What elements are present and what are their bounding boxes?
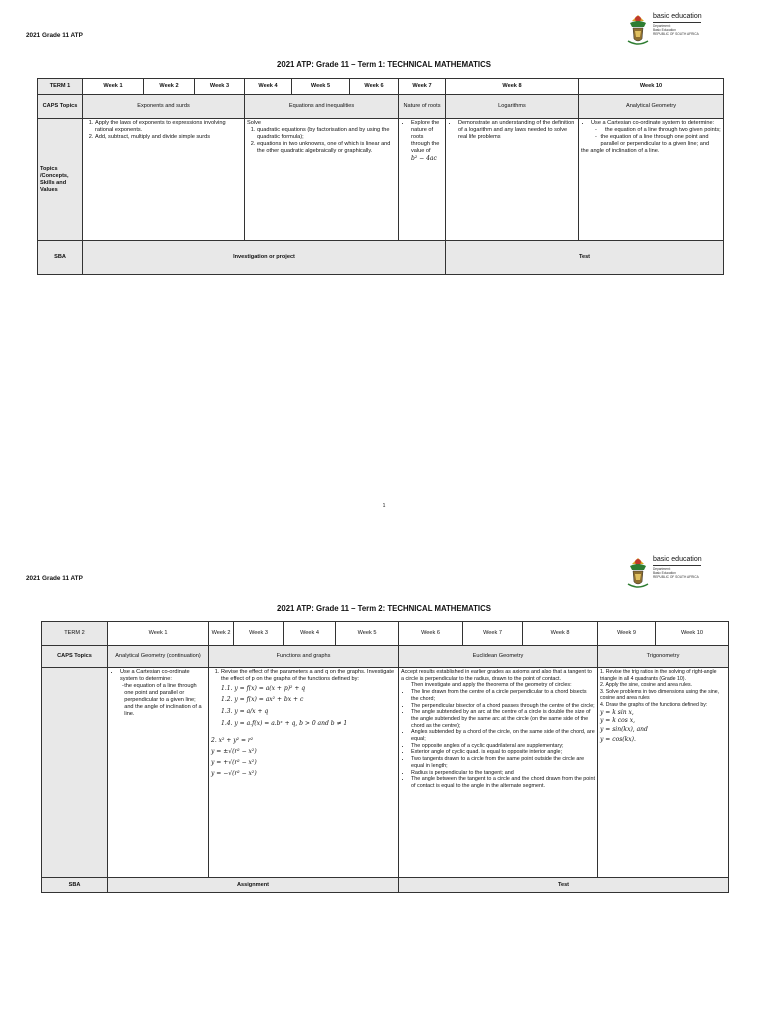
caps-label: CAPS Topics — [42, 646, 108, 668]
week-header: Week 6 — [350, 79, 399, 95]
logo — [626, 13, 716, 49]
week-header: Week 10 — [579, 79, 724, 95]
sba-label: SBA — [42, 878, 108, 893]
formula: y = cos(kx). — [600, 735, 636, 743]
geo-tail: the angle of inclination of a line. — [581, 148, 660, 154]
header-label: 2021 Grade 11 ATP — [26, 32, 83, 39]
list-item: 2. equations in two unknowns, one of which is linear and the other quadratic algebraically or graphically. — [257, 141, 396, 155]
formula: y = ±√(r² − x²) — [211, 748, 257, 755]
list-item: • Use a Cartesian co-ordinate system to determine: — [120, 669, 206, 683]
sba-label: SBA — [38, 241, 83, 275]
list-item: 1. Revise the effect of the parameters a and q on the graphs. Investigate the effect of p on the graphs of the functions defined by: — [221, 669, 396, 683]
list-item: • Two tangents drawn to a circle from the same point outside the circle are equal in length; — [411, 756, 595, 769]
circle-formulas — [211, 735, 396, 779]
logo — [626, 556, 716, 592]
week-header: Week 3 — [234, 622, 284, 646]
formula: y = +√(r² − x²) — [211, 759, 257, 766]
logo-name: basic education — [653, 556, 702, 563]
geo-sublist: - the equation of a line through one point and parallel or perpendicular to a given line; and the angle of inclination of a line. — [122, 683, 202, 717]
logo-name: basic education — [653, 13, 702, 20]
term1-table — [37, 78, 724, 275]
list-item: • The line drawn from the centre of a circle perpendicular to a chord bisects the chord; — [411, 689, 595, 702]
formula: 1.2. y = f(x) = ax² + bx + c — [221, 696, 304, 703]
logo-subtext: Department: Basic Education REPUBLIC OF SOUTH AFRICA — [653, 24, 699, 36]
list-item: 1. Apply the laws of exponents to expressions involving rational exponents. — [95, 120, 242, 134]
topics-label-empty — [42, 668, 108, 878]
euclid-intro: Then investigate and apply the theorems of the geometry of circles: — [411, 682, 572, 689]
caps-topic: Functions and graphs — [209, 646, 399, 668]
coat-of-arms-icon — [626, 13, 650, 47]
logo-subtext: Department: Basic Education REPUBLIC OF SOUTH AFRICA — [653, 567, 699, 579]
list-item: • Explore the nature of roots through the value of b² − 4ac — [411, 120, 443, 163]
euclid-intro: Accept results established in earlier grades as axioms and also that a tangent to a circle is perpendicular to the radius, drawn to the point of contact. — [401, 669, 592, 682]
caps-topic: Euclidean Geometry — [399, 646, 598, 668]
sba-item: Test — [446, 241, 724, 275]
term1-caps-row — [38, 95, 724, 119]
list-item: • Demonstrate an understanding of the definition of a logarithm and any laws needed to solve real life problems — [458, 120, 576, 141]
term2-header-row — [42, 622, 729, 646]
term2-caps-row — [42, 646, 729, 668]
week-header: Week 3 — [195, 79, 245, 95]
week-header: Week 2 — [144, 79, 195, 95]
term2-sba-row — [42, 878, 729, 893]
trig-line: 1. Revise the trig ratios in the solving of right-angle triangle in all 4 quadrants (Grade 10). — [600, 669, 717, 682]
function-formulas — [211, 683, 396, 729]
equations-cell — [245, 119, 399, 241]
caps-topic: Exponents and surds — [83, 95, 245, 119]
term-label: TERM 1 — [38, 79, 83, 95]
caps-topic: Analytical Geometry (continuation) — [108, 646, 209, 668]
term-label: TERM 2 — [42, 622, 108, 646]
term2-title: 2021 ATP: Grade 11 – Term 2: TECHNICAL MATHEMATICS — [277, 604, 491, 613]
list-item: • Angles subtended by a chord of the circle, on the same side of the chord, are equal; — [411, 729, 595, 742]
trig-line: 4. Draw the graphs of the functions defined by: — [600, 701, 708, 708]
term1-sba-row — [38, 241, 724, 275]
list-item: • Use a Cartesian co-ordinate system to determine: — [591, 120, 721, 127]
euclidean-geometry-cell — [399, 668, 598, 878]
week-header: Week 5 — [292, 79, 350, 95]
week-header: Week 8 — [523, 622, 598, 646]
header-label: 2021 Grade 11 ATP — [26, 575, 83, 582]
trig-line: 3. Solve problems in two dimensions using the sine, cosine and area rules — [600, 688, 720, 702]
caps-topic: Analytical Geometry — [579, 95, 724, 119]
formula: y = k cos x, — [600, 716, 636, 724]
caps-topic: Nature of roots — [399, 95, 446, 119]
list-item: 2. Add, subtract, multiply and divide simple surds — [95, 134, 242, 141]
caps-topic: Trigonometry — [598, 646, 729, 668]
sba-item: Test — [399, 878, 729, 893]
formula: 1.3. y = a/x + q — [221, 708, 269, 715]
list-item: • Radius is perpendicular to the tangent; and — [411, 770, 595, 777]
term1-header-row — [38, 79, 724, 95]
term2-table — [41, 621, 729, 893]
geo-sublist: - the equation of a line through two given points; - the equation of a line through one point and parallel or perpendicular to a given line; and — [595, 127, 721, 147]
exponents-cell — [83, 119, 245, 241]
list-item: • The opposite angles of a cyclic quadrilateral are supplementary; — [411, 743, 595, 750]
list-item: • The angle subtended by an arc at the centre of a circle is double the size of the angle subtended by the same arc at the circle (on the same side of the chord as the centre); — [411, 709, 595, 729]
coat-of-arms-icon — [626, 556, 650, 590]
week-header: Week 5 — [336, 622, 399, 646]
trig-line: 2. Apply the sine, cosine and area rules. — [600, 682, 692, 689]
formula: y = k sin x, — [600, 708, 634, 716]
week-header: Week 9 — [598, 622, 656, 646]
week-header: Week 4 — [284, 622, 336, 646]
analytical-geometry-cell — [579, 119, 724, 241]
term2-topics-row — [42, 668, 729, 878]
term1-topics-row — [38, 119, 724, 241]
formula: 1.4. y = a.f(x) = a.bˣ + q, b > 0 and b ≠ 1 — [221, 720, 348, 727]
week-header: Week 6 — [399, 622, 463, 646]
list-item: • The perpendicular bisector of a chord passes through the centre of the circle; — [411, 703, 595, 710]
week-header: Week 7 — [399, 79, 446, 95]
formula: y = −√(r² − x²) — [211, 770, 257, 777]
page-number: 1 — [382, 503, 386, 509]
week-header: Week 8 — [446, 79, 579, 95]
term1-title: 2021 ATP: Grade 11 – Term 1: TECHNICAL MATHEMATICS — [277, 60, 491, 69]
discriminant-formula: b² − 4ac — [411, 155, 437, 162]
formula: y = sin(kx), and — [600, 725, 648, 733]
week-header: Week 2 — [209, 622, 234, 646]
trigonometry-cell — [598, 668, 729, 878]
caps-topic: Logarithms — [446, 95, 579, 119]
formula: 2. x² + y² = r² — [211, 737, 254, 744]
sba-item: Assignment — [108, 878, 399, 893]
list-item: 1. quadratic equations (by factorisation and by using the quadratic formula); — [257, 127, 396, 141]
caps-topic: Equations and inequalities — [245, 95, 399, 119]
equations-intro: Solve — [247, 120, 261, 126]
analytical-geometry-cell — [108, 668, 209, 878]
week-header: Week 4 — [245, 79, 292, 95]
caps-label: CAPS Topics — [38, 95, 83, 119]
week-header: Week 1 — [83, 79, 144, 95]
roots-cell — [399, 119, 446, 241]
formula: 1.1. y = f(x) = a(x + p)² + q — [221, 685, 306, 692]
week-header: Week 1 — [108, 622, 209, 646]
logarithms-cell — [446, 119, 579, 241]
topics-label: Topics /Concepts, Skills and Values — [38, 119, 83, 241]
week-header: Week 10 — [656, 622, 729, 646]
functions-cell — [209, 668, 399, 878]
list-item: • The angle between the tangent to a circle and the chord drawn from the point of contact is equal to the angle in the alternate segment. — [411, 776, 595, 789]
week-header: Week 7 — [463, 622, 523, 646]
list-item: • Exterior angle of cyclic quad. is equal to opposite interior angle; — [411, 749, 595, 756]
sba-item: Investigation or project — [83, 241, 446, 275]
